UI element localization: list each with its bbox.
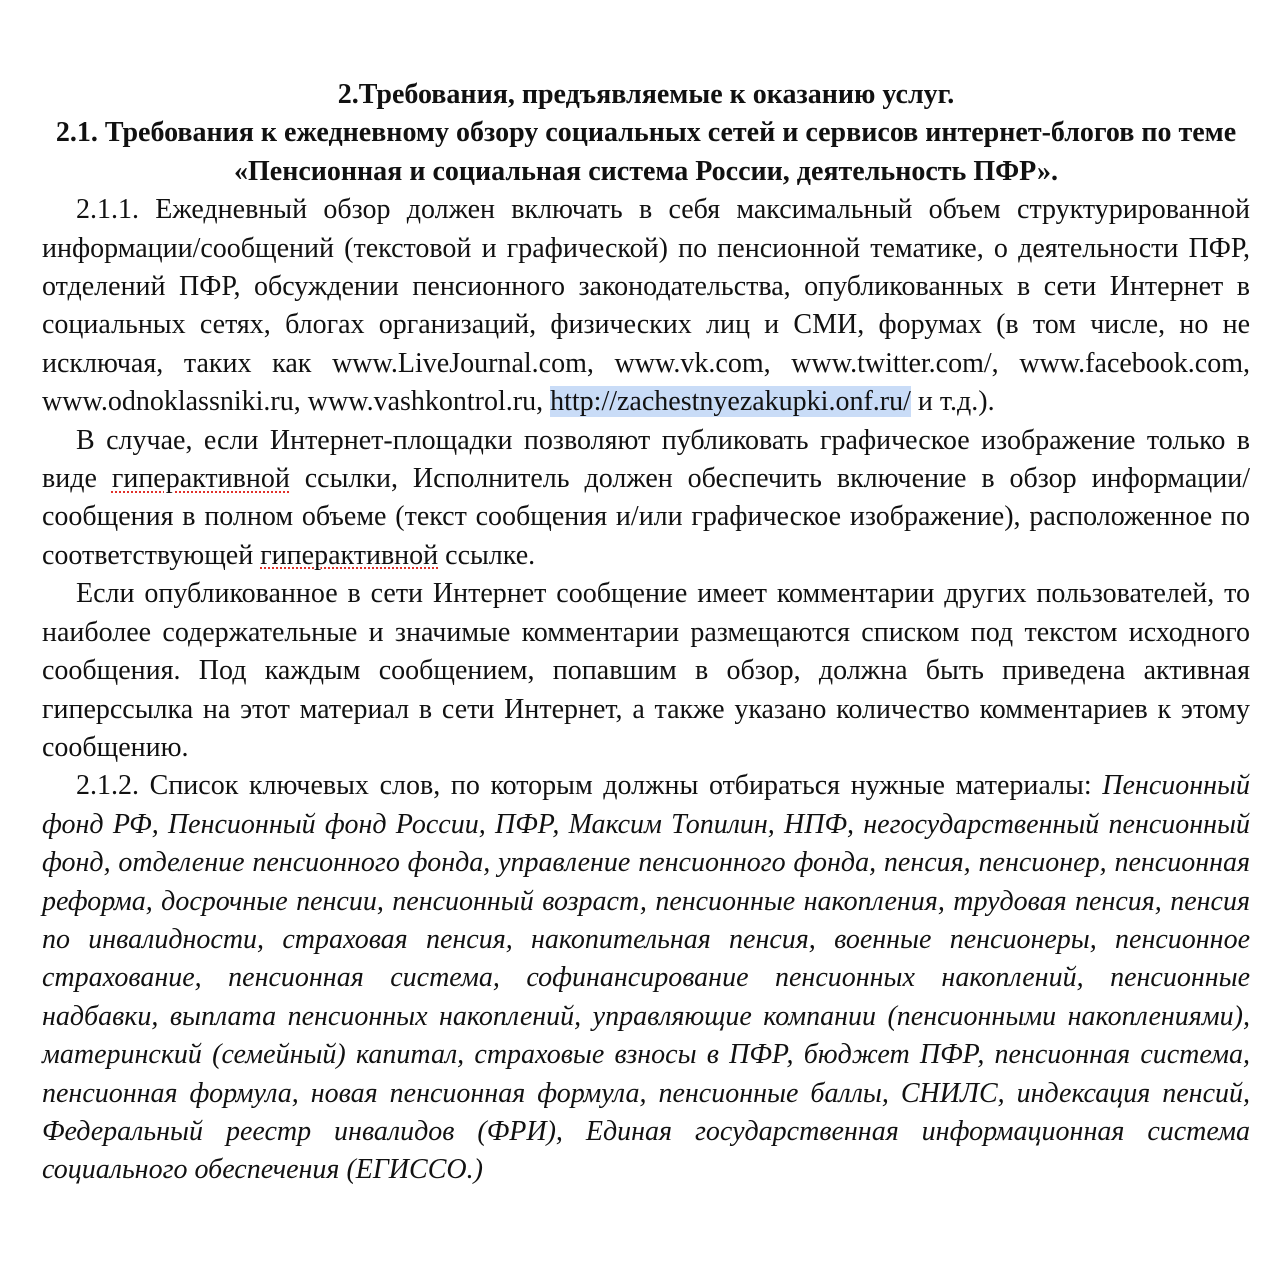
paragraph-graphic-images-before: В случае, если Интернет-площадки позволяют публиковать графическое изображение только в виде (42, 424, 1250, 495)
keyword-list: Пенсионный фонд РФ, Пенсионный фонд России, ПФР, Максим Топилин, НПФ, негосударственный пенсионный фонд, отделение пенсионного фонда, управление пенсионного фонда, пенсия, пенсионер, пенсионная реформа, досрочные пенсии, пенсионный возраст, пенсионные накопления, трудовая пенсия, пенсия по инвалидности, страховая пенсия, накопительная пенсия, военные пенсионеры, пенсионное страхование, пенсионная система, софинансирование пенсионных накоплений, пенсионные надбавки, выплата пенсионных накоплений, управляющие компании (пенсионными накоплениями), материнский (семейный) капитал, страховые взносы в ПФР, бюджет ПФР, пенсионная система, пенсионная формула, новая пенсионная формула, пенсионные баллы, СНИЛС, индексация пенсий, Федеральный реестр инвалидов (ФРИ), Единая государственная информационная система социального обеспечения (ЕГИССО.) (42, 770, 1250, 1186)
paragraph-graphic-images-after: ссылке. (438, 539, 536, 571)
paragraph-2-1-1-tail: и т.д.). (910, 386, 995, 418)
paragraph-comments: Если опубликованное в сети Интернет сообщение имеет комментарии других пользователей, то наиболее содержательные и значимые комментарии размещаются списком под текстом исходного сообщения. Под каждым сообщением, попавшим в обзор, должна быть приведена активная гиперссылка на этот материал в сети Интернет, а также указано количество комментариев к этому сообщению. (42, 578, 1250, 763)
paragraph-2-1-1-text: 2.1.1. Ежедневный обзор должен включать в себя максимальный объем структурированной информации/сообщений (текстовой и графической) по пенсионной тематике, о деятельности ПФР, отделений ПФР, обсуждении пенсионного законодательства, опубликованных в сети Интернет в социальных сетях, блогах организаций, физических лиц и СМИ, форумах (в том числе, но не исключая, таких как www.LiveJournal.com, www.vk.com, www.twitter.com/, www.facebook.com, www.odnoklassniki.ru, www.vashkontrol.ru, (42, 194, 1250, 418)
section-subheading: 2.1. Требования к ежедневному обзору социальных сетей и сервисов интернет-блогов по теме «Пенсионная и социальная система России, деятельность ПФР». (55, 117, 1237, 187)
section-heading: 2.Требования, предъявляемые к оказанию услуг. (337, 79, 955, 110)
paragraph-2-1-2 (42, 767, 1250, 1189)
paragraph-graphic-images (42, 422, 1250, 576)
spellcheck-word-1[interactable]: гиперактивной (111, 463, 290, 495)
paragraph-2-1-2-lead: 2.1.2. Список ключевых слов, по которым должны отбираться нужные материалы: (76, 770, 1103, 802)
selected-hyperlink[interactable]: http://zachestnyezakupki.onf.ru/ (550, 386, 911, 418)
spellcheck-word-2[interactable]: гиперактивной (260, 539, 439, 571)
paragraph-graphic-images-middle: ссылки, Исполнитель должен обеспечить включение в обзор информации/сообщения в полном объеме (текст сообщения и/или графическое изображение), расположенное по соответствующей (42, 463, 1250, 571)
document-page (42, 76, 1250, 1190)
paragraph-2-1-1 (42, 191, 1250, 421)
